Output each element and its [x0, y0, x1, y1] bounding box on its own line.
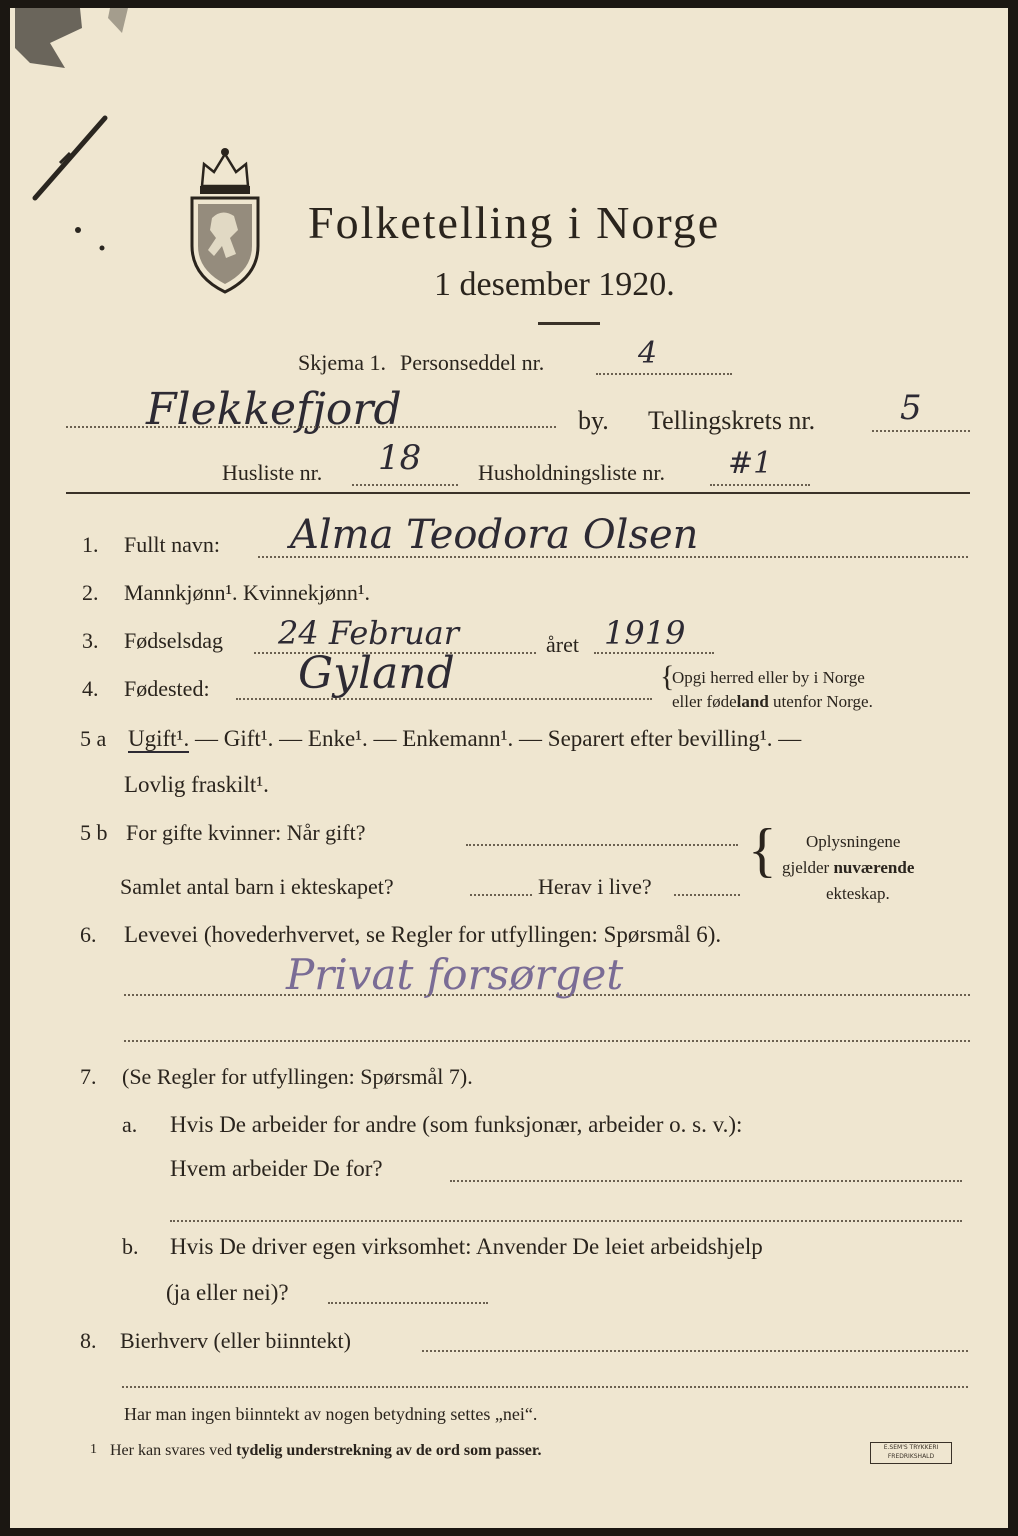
census-form-page	[10, 8, 1008, 1528]
personseddel-label: Personseddel nr.	[400, 350, 545, 375]
hired-help-label: (ja eller nei)?	[166, 1280, 289, 1305]
tellingskrets-value[interactable]: 5	[900, 388, 922, 428]
q4-number: 4.	[82, 676, 99, 701]
birthdate-value[interactable]: 24 Februar	[278, 614, 460, 652]
q3-number: 3.	[82, 628, 99, 653]
form-title: Folketelling i Norge	[308, 197, 721, 248]
q7b-line1: Hvis De driver egen virksomhet: Anvender De leiet arbeidshjelp	[170, 1234, 763, 1259]
q5b-note-line1: Oplysningene	[806, 832, 901, 851]
married-when-label: For gifte kvinner: Når gift?	[126, 820, 366, 845]
q2-number: 2.	[82, 580, 99, 605]
husholdning-label: Husholdningsliste nr.	[478, 460, 666, 485]
footnote-text: Her kan svares ved tydelig understrekning av de ord som passer.	[110, 1442, 542, 1459]
printer-stamp: E.SEM'S TRYKKERI FREDRIKSHALD	[870, 1442, 952, 1464]
q5b-note-line3: ekteskap.	[826, 884, 890, 903]
marital-status-options[interactable]: Ugift¹. — Gift¹. — Enke¹. — Enkemann¹. — Separert efter bevilling¹. —	[128, 726, 802, 751]
personseddel-value[interactable]: 4	[638, 336, 658, 371]
side-income-note: Har man ingen biinntekt av nogen betydning settes „nei“.	[124, 1404, 538, 1424]
bracket: {	[660, 660, 675, 693]
footnote-number: 1	[90, 1442, 97, 1457]
ugift-option[interactable]: Ugift¹.	[128, 726, 190, 751]
q7-number: 7.	[80, 1064, 97, 1089]
full-name-value[interactable]: Alma Teodora Olsen	[290, 512, 699, 558]
q1-number: 1.	[82, 532, 99, 557]
husholdning-value[interactable]: #1	[728, 446, 773, 481]
birthplace-value[interactable]: Gyland	[298, 648, 455, 699]
norwegian-coat-of-arms-icon	[182, 146, 268, 296]
employer-label: Hvem arbeider De for?	[170, 1156, 383, 1181]
full-name-label: Fullt navn:	[124, 532, 220, 557]
q5a-number: 5 a	[80, 726, 107, 751]
q7a-line1: Hvis De arbeider for andre (som funksjonær, arbeider o. s. v.):	[170, 1112, 743, 1137]
birthdate-label: Fødselsdag	[124, 628, 223, 653]
ink-stain-marks	[10, 8, 210, 268]
bracket-5b: {	[748, 817, 777, 883]
birthplace-note-line2: eller fødeland utenfor Norge.	[672, 692, 873, 711]
birthplace-note-line1: Opgi herred eller by i Norge	[672, 668, 865, 687]
census-date: 1 desember 1920.	[434, 266, 675, 303]
husliste-value[interactable]: 18	[378, 438, 422, 478]
q5b-number: 5 b	[80, 820, 108, 845]
tellingskrets-label: Tellingskrets nr.	[648, 406, 816, 435]
q5b-note-line2: gjelder nuværende	[782, 858, 915, 877]
header-divider	[66, 492, 970, 494]
q6-number: 6.	[80, 922, 97, 947]
birth-year-value[interactable]: 1919	[604, 614, 686, 652]
gender-options[interactable]: Mannkjønn¹. Kvinnekjønn¹.	[124, 580, 371, 605]
husliste-label: Husliste nr.	[222, 460, 323, 485]
town-value[interactable]: Flekkefjord	[146, 384, 402, 435]
alive-count-label: Herav i live?	[538, 874, 652, 899]
lovlig-fraskilt-option[interactable]: Lovlig fraskilt¹.	[124, 772, 269, 797]
q7-label: (Se Regler for utfyllingen: Spørsmål 7).	[122, 1064, 473, 1089]
children-count-label: Samlet antal barn i ekteskapet?	[120, 874, 394, 899]
q7b-letter: b.	[122, 1234, 139, 1259]
title-divider	[538, 322, 600, 325]
by-label: by.	[578, 406, 609, 435]
q7a-letter: a.	[122, 1112, 138, 1137]
year-label: året	[546, 632, 579, 657]
side-income-label: Bierhverv (eller biinntekt)	[120, 1328, 351, 1353]
birthplace-label: Fødested:	[124, 676, 210, 701]
occupation-label: Levevei (hovederhvervet, se Regler for utfyllingen: Spørsmål 6).	[124, 922, 722, 947]
occupation-value[interactable]: Privat forsørget	[286, 950, 624, 999]
skjema-label: Skjema 1.	[298, 350, 386, 375]
q8-number: 8.	[80, 1328, 97, 1353]
